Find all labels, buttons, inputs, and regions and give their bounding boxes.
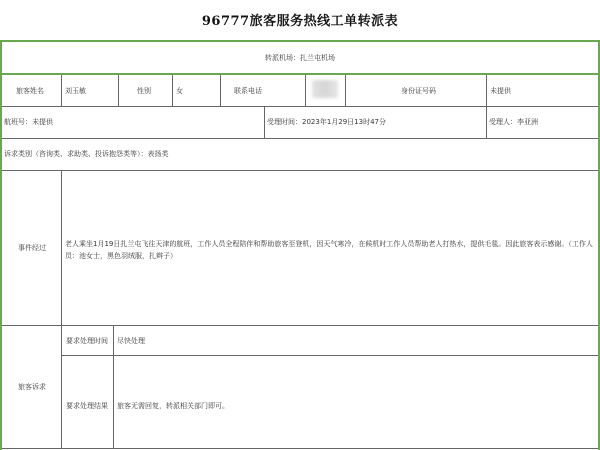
- passenger-name-value: 刘玉敏: [65, 87, 86, 95]
- event-description: 老人乘坐1月19日扎兰屯飞往天津的航班，工作人员全程陪伴和帮助旅客至登机，因天气寒冷，在候机时工作人员帮助老人打热水，提供毛毯。因此旅客表示感谢。（工作人员：池女士，黑色羽绒服，扎辫子）: [65, 240, 593, 260]
- required-result-value: 旅客无需回复，转派相关部门即可。: [117, 402, 229, 410]
- phone-value-redacted: [312, 80, 338, 98]
- appeal-label: 旅客诉求: [18, 383, 46, 391]
- phone-label: 联系电话: [234, 87, 262, 95]
- appeal-category: 诉求类别（咨询类、求助类、投诉抱怨类等）：表扬类: [4, 150, 169, 158]
- required-time-label: 要求处理时间: [66, 337, 108, 345]
- id-label: 身份证号码: [401, 87, 436, 95]
- gender-value: 女: [176, 87, 183, 95]
- received-time: 受理时间：2023年1月29日13时47分: [267, 118, 386, 126]
- flight-number: 航班号：未提供: [4, 118, 53, 126]
- required-result-label: 要求处理结果: [66, 402, 108, 410]
- id-value: 未提供: [490, 87, 511, 95]
- page-title: 96777旅客服务热线工单转派表: [201, 14, 399, 29]
- gender-label: 性别: [137, 87, 151, 95]
- event-label: 事件经过: [18, 244, 46, 252]
- passenger-name-label: 旅客姓名: [16, 87, 44, 95]
- required-time-value: 尽快处理: [117, 337, 145, 345]
- transfer-airport: 转派机场：扎兰屯机场: [265, 54, 335, 62]
- handler: 受理人：李亚洲: [489, 118, 538, 126]
